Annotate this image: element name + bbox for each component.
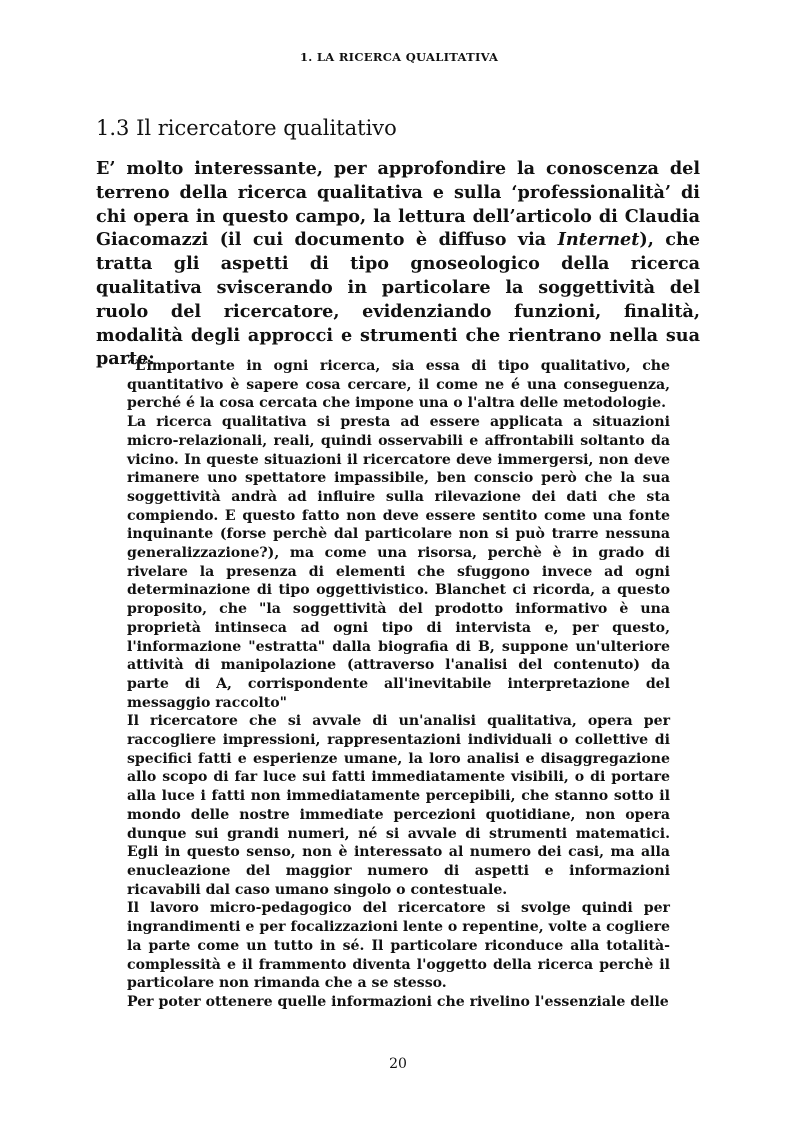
intro-text-end: ), che tratta gli aspetti di tipo gnoseologico della ricerca qualitativa sviscerando in particolare la soggettività del ruolo del ricercatore, evidenziando funzioni, finalità, modalità degli approcci e strumenti che rientrano nella sua parte: <box>96 229 700 370</box>
quote-paragraph: Il ricercatore che si avvale di un'analisi qualitativa, opera per raccogliere impressioni, rappresentazioni individuali o collettive di specifici fatti e esperienze umane, la loro analisi e disaggregazione allo scopo di far luce sui fatti immediatamente visibili, o di portare alla luce i fatti non immediatamente percepibili, che stanno sotto il mondo delle nostre immediate percezioni quotidiane, non opera dunque sui grandi numeri, né si avvale di strumenti matematici. Egli in questo senso, non è interessato al numero dei casi, ma alla enucleazione del maggior numero di aspetti e informazioni ricavabili dal caso umano singolo o contestuale. <box>127 713 670 898</box>
quote-paragraph: Il lavoro micro-pedagogico del ricercatore si svolge quindi per ingrandimenti e per focalizzazioni lente o repentine, volte a cogliere la parte come un tutto in sé. Il particolare riconduce alla totalità-complessità e il frammento diventa l'oggetto della ricerca perchè il particolare non rimanda che a se stesso. <box>127 900 670 992</box>
quote-paragraph: La ricerca qualitativa si presta ad essere applicata a situazioni micro-relazionali, reali, quindi osservabili e affrontabili soltanto da vicino. In queste situazioni il ricercatore deve immergersi, non deve rimanere uno spettatore impassibile, ben conscio però che la sua soggettività andrà ad influire sulla rilevazione dei dati che sta compiendo. E questo fatto non deve essere sentito come una fonte inquinante (forse perchè dal particolare non si può trarre nessuna generalizzazione?), ma come una risorsa, perchè è in grado di rivelare la presenza di elementi che sfuggono invece ad ogni determinazione di tipo oggettivistico. Blanchet ci ricorda, a questo proposito, che "la soggettività del prodotto informativo è una proprietà intinseca ad ogni tipo di intervista e, per questo, l'informazione "estratta" dalla biografia di B, suppone un'ulteriore attività di manipolazione (attraverso l'analisi del contenuto) da parte di A, corrispondente all'inevitabile interpretazione del messaggio raccolto" <box>127 414 670 711</box>
quote-paragraph: Per poter ottenere quelle informazioni che rivelino l'essenziale delle <box>127 993 669 1010</box>
running-header: 1. LA RICERCA QUALITATIVA <box>300 50 499 64</box>
page-number: 20 <box>389 1056 407 1072</box>
block-quote <box>127 357 670 1012</box>
intro-paragraph <box>96 157 700 371</box>
quote-paragraph: “L’importante in ogni ricerca, sia essa di tipo qualitativo, che quantitativo è sapere cosa cercare, il come ne é una conseguenza, perché é la cosa cercata che impone una o l'altra delle metodologie. <box>127 358 670 412</box>
intro-text-start: E’ molto interessante, per approfondire la conoscenza del terreno della ricerca qualitativa e sulla ‘professionalità’ di chi opera in questo campo, la lettura dell’articolo di Claudia Giacomazzi (il cui documento è diffuso via <box>96 158 700 251</box>
intro-internet-emphasis: Internet <box>557 229 640 251</box>
section-title: 1.3 Il ricercatore qualitativo <box>96 116 397 140</box>
